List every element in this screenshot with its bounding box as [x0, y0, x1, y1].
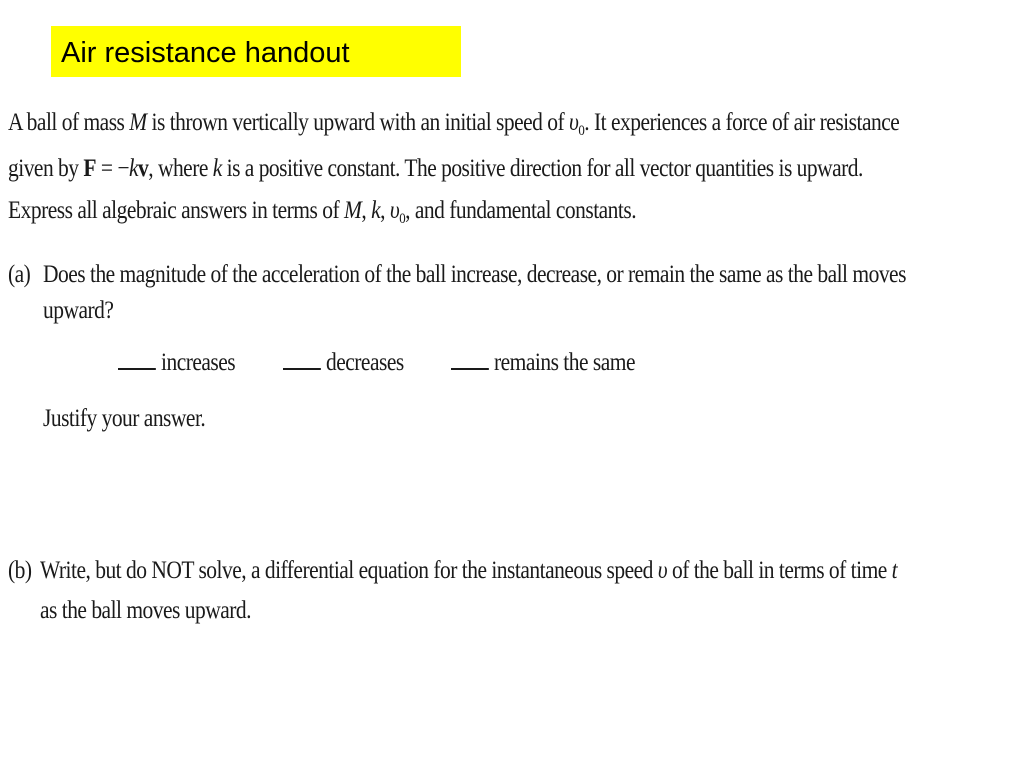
intro-text: . It experiences a force of air resistance: [584, 109, 900, 136]
intro-text: A ball of mass: [8, 109, 130, 136]
part-a-question-line-2: upward?: [43, 297, 114, 324]
intro-text: given by: [8, 155, 84, 182]
symbol-mass: M: [129, 109, 147, 136]
part-b-question-line-2: as the ball moves upward.: [40, 597, 252, 624]
symbol-speed: υ: [389, 197, 400, 224]
symbol-constant: k: [371, 197, 381, 224]
option-label: remains the same: [494, 349, 635, 376]
intro-text: Express all algebraic answers in terms of: [8, 197, 344, 224]
part-b-text: of the ball in terms of time: [667, 557, 892, 584]
answer-blank[interactable]: [283, 350, 321, 370]
intro-text: = −: [96, 155, 129, 182]
part-b-label: (b): [8, 557, 32, 584]
intro-text: , where: [148, 155, 213, 182]
symbol-subscript: 0: [578, 123, 585, 139]
page-title: Air resistance handout: [51, 26, 461, 77]
intro-text: is thrown vertically upward with an initial speed of: [146, 109, 570, 136]
symbol-subscript: 0: [399, 211, 406, 227]
part-a-question-line-1: Does the magnitude of the acceleration of the ball increase, decrease, or remain the same as the ball moves: [43, 261, 906, 288]
symbol-constant: k: [128, 155, 138, 182]
intro-line-3: [8, 196, 636, 226]
part-b-text: Write, but do NOT solve, a differential equation for the instantaneous speed: [40, 557, 658, 584]
symbol-constant: k: [212, 155, 222, 182]
intro-text: ,: [361, 197, 372, 224]
intro-line-1: [8, 108, 899, 138]
option-increases[interactable]: [118, 348, 235, 378]
symbol-mass: M: [343, 197, 362, 224]
option-remains-same[interactable]: [451, 348, 635, 378]
intro-text: is a positive constant. The positive direction for all vector quantities is upward.: [221, 155, 863, 182]
intro-text: ,: [380, 197, 390, 224]
option-decreases[interactable]: [283, 348, 404, 378]
option-label: decreases: [326, 349, 404, 376]
justify-prompt: Justify your answer.: [43, 405, 206, 432]
symbol-time: t: [891, 557, 898, 584]
symbol-speed: υ: [657, 557, 668, 584]
answer-blank[interactable]: [451, 350, 489, 370]
intro-line-2: [8, 154, 863, 184]
answer-blank[interactable]: [118, 350, 156, 370]
symbol-force: F: [83, 155, 97, 182]
part-a-label: (a): [8, 261, 31, 288]
option-label: increases: [161, 349, 236, 376]
part-b-question-line-1: [40, 556, 897, 586]
intro-text: , and fundamental constants.: [405, 197, 637, 224]
symbol-velocity: v: [137, 155, 149, 182]
symbol-speed: υ: [569, 109, 579, 136]
